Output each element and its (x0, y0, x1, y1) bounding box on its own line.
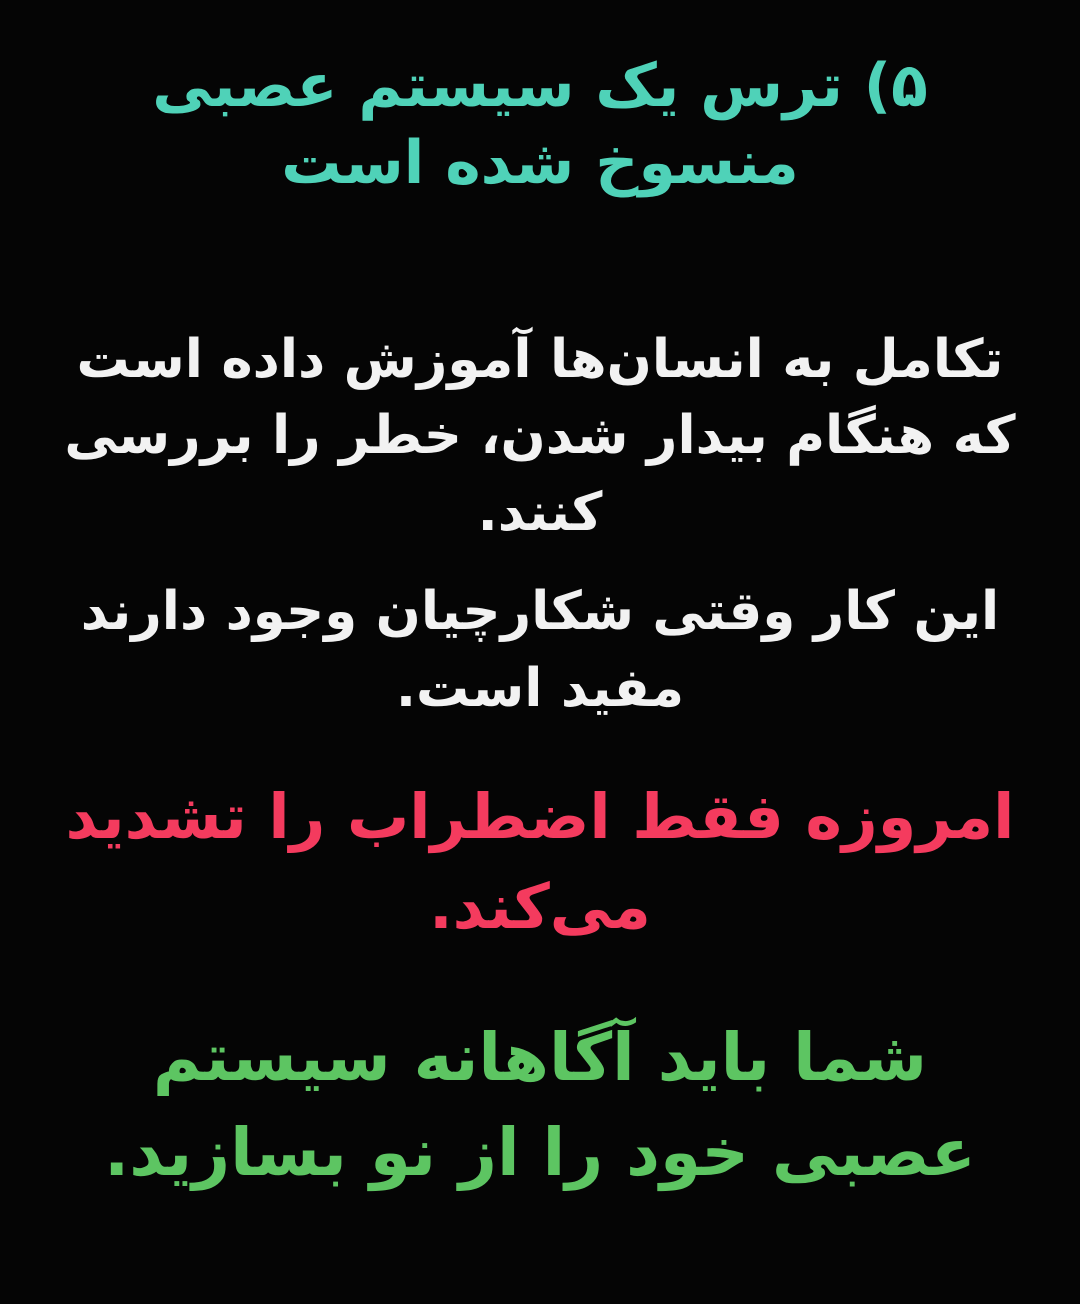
highlight-red-text: امروزه فقط اضطراب را تشدید می‌کند. (65, 779, 1015, 943)
title-spacer (36, 202, 1044, 322)
body-paragraph-1: تکامل به انسان‌ها آموزش داده است که هنگام بیدار شدن، خطر را بررسی کنند. (64, 328, 1016, 544)
body-paragraph-2: این کار وقتی شکارچیان وجود دارند مفید است. (80, 581, 1000, 719)
page-title: ۵) ترس یک سیستم عصبی منسوخ شده است (152, 51, 928, 198)
highlight-green-text: شما باید آگاهانه سیستم عصبی خود را از نو بسازید. (104, 1018, 976, 1192)
